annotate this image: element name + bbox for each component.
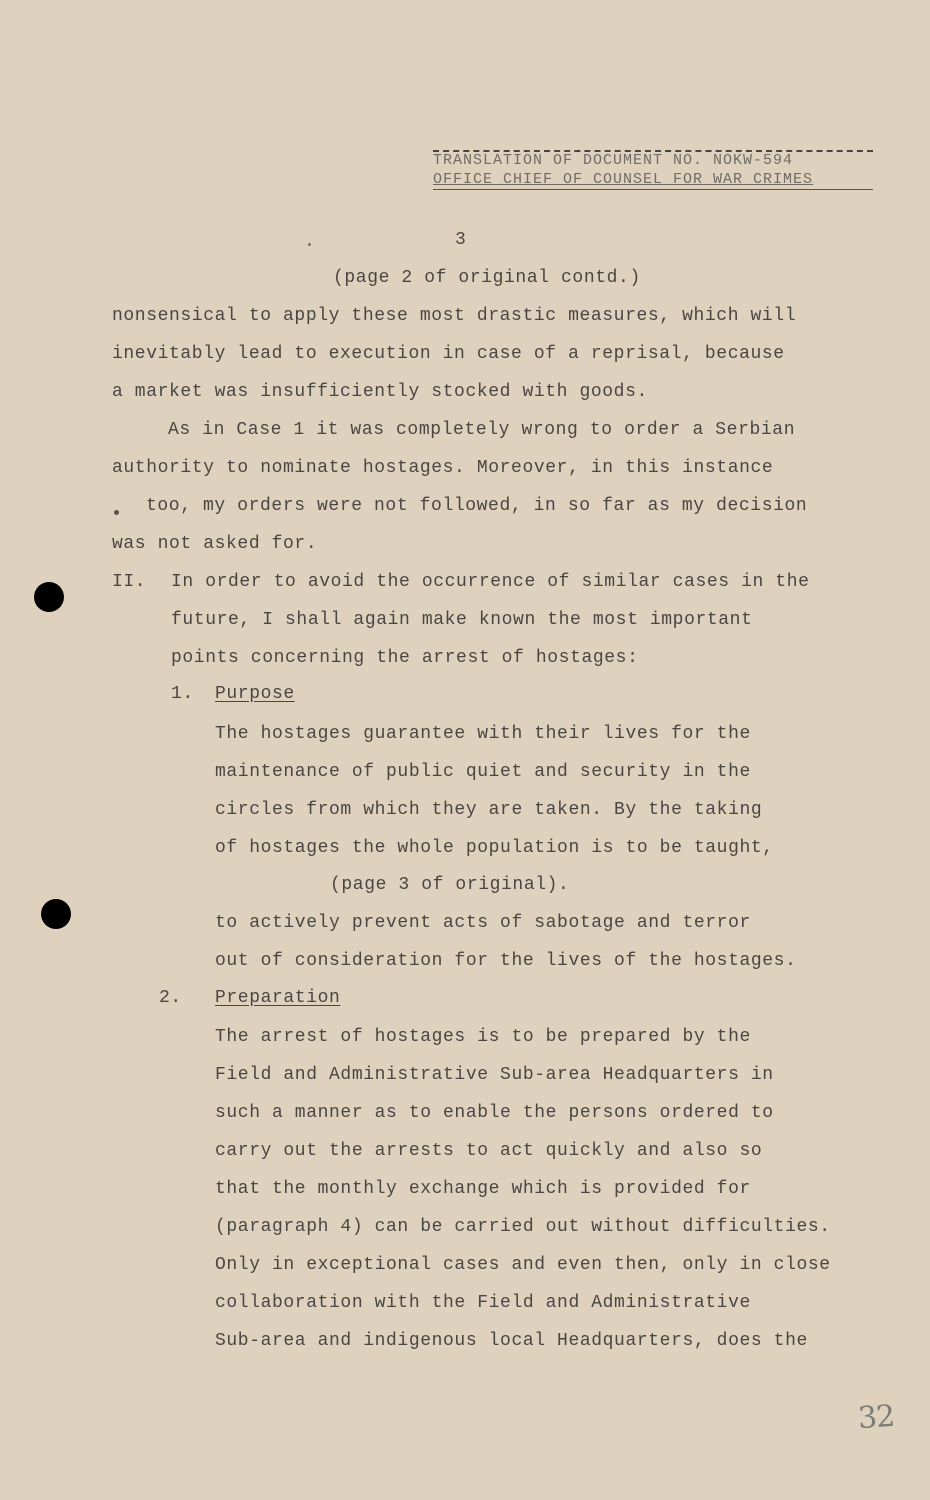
- header-line-1: TRANSLATION OF DOCUMENT NO. NOKW-594: [433, 152, 794, 169]
- body-line-5: authority to nominate hostages. Moreover, in this instance: [112, 458, 774, 478]
- punch-hole-lower: [41, 899, 71, 929]
- item-2-line-6: (paragraph 4) can be carried out without difficulties.: [215, 1217, 831, 1237]
- item-1-line-2: maintenance of public quiet and security in the: [215, 762, 751, 782]
- body-line-4: As in Case 1 it was completely wrong to order a Serbian: [168, 420, 796, 440]
- item-1-continuation-1: to actively prevent acts of sabotage and terror: [215, 913, 751, 933]
- item-2-number: 2.: [159, 988, 182, 1008]
- body-line-7: was not asked for.: [112, 534, 318, 554]
- item-2-line-7: Only in exceptional cases and even then, only in close: [215, 1255, 831, 1275]
- section-ii-line-1: In order to avoid the occurrence of similar cases in the: [171, 572, 810, 592]
- bullet-mark: [114, 510, 119, 515]
- item-2-line-1: The arrest of hostages is to be prepared by the: [215, 1027, 751, 1047]
- item-2-title: Preparation: [215, 988, 341, 1008]
- body-line-3: a market was insufficiently stocked with goods.: [112, 382, 648, 402]
- section-ii-line-2: future, I shall again make known the most important: [171, 610, 753, 630]
- item-2-line-2: Field and Administrative Sub-area Headquarters in: [215, 1065, 774, 1085]
- header-line-2: OFFICE CHIEF OF COUNSEL FOR WAR CRIMES: [433, 171, 814, 188]
- header-bottom-rule: [433, 189, 873, 190]
- section-ii-line-3: points concerning the arrest of hostages:: [171, 648, 639, 668]
- item-1-continuation-2: out of consideration for the lives of the hostages.: [215, 951, 797, 971]
- section-ii-numeral: II.: [112, 572, 147, 592]
- item-1-line-1: The hostages guarantee with their lives for the: [215, 724, 751, 744]
- item-2-line-3: such a manner as to enable the persons ordered to: [215, 1103, 774, 1123]
- body-line-2: inevitably lead to execution in case of a reprisal, because: [112, 344, 785, 364]
- page-number: 3: [455, 230, 467, 250]
- stray-mark: [308, 243, 311, 246]
- item-1-title: Purpose: [215, 684, 295, 704]
- item-2-line-4: carry out the arrests to act quickly and also so: [215, 1141, 763, 1161]
- body-line-6: too, my orders were not followed, in so far as my decision: [146, 496, 808, 516]
- item-1-line-3: circles from which they are taken. By the taking: [215, 800, 763, 820]
- item-1-number: 1.: [171, 684, 194, 704]
- handwritten-page-number: 32: [856, 1398, 896, 1437]
- body-line-1: nonsensical to apply these most drastic measures, which will: [112, 306, 797, 326]
- item-2-line-8: collaboration with the Field and Administrative: [215, 1293, 751, 1313]
- punch-hole-upper: [34, 582, 64, 612]
- item-1-line-4: of hostages the whole population is to be taught,: [215, 838, 774, 858]
- item-2-line-5: that the monthly exchange which is provided for: [215, 1179, 751, 1199]
- page-marker: (page 3 of original).: [330, 875, 570, 895]
- subheader: (page 2 of original contd.): [333, 268, 641, 288]
- item-2-line-9: Sub-area and indigenous local Headquarters, does the: [215, 1331, 808, 1351]
